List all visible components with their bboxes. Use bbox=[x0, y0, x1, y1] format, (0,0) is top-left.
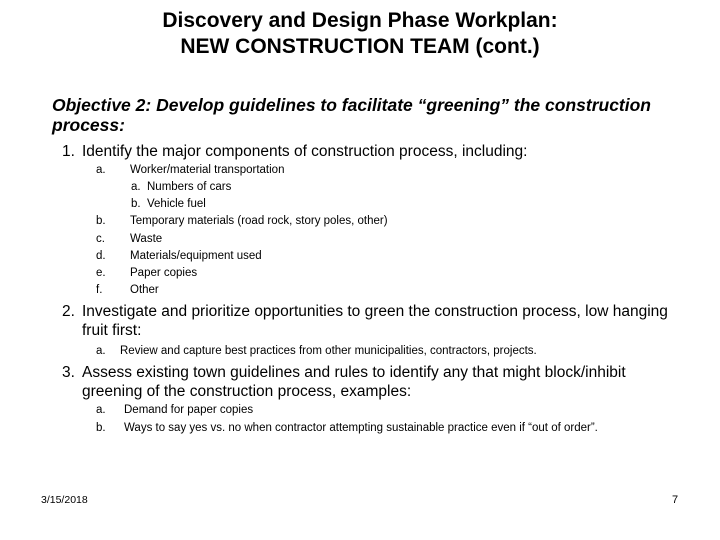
slide-title-line-1: Discovery and Design Phase Workplan: bbox=[162, 9, 558, 32]
slide-title bbox=[0, 8, 720, 60]
objective-heading: Objective 2: Develop guidelines to facilitate “greening” the construction process: bbox=[52, 95, 651, 135]
list-item-number: 2. bbox=[62, 303, 75, 320]
sub-item-text: Paper copies bbox=[130, 267, 198, 279]
sub-item-letter: a. bbox=[96, 404, 106, 416]
sub-item-text: Demand for paper copies bbox=[124, 404, 254, 416]
sub-item-letter: b. bbox=[96, 215, 106, 227]
list-item-text-line-1: Investigate and prioritize opportunities to green the construction process, low hanging bbox=[82, 303, 668, 320]
list-item-number: 3. bbox=[62, 364, 75, 381]
sub-item-text: Waste bbox=[130, 233, 163, 245]
sub-item-letter: a. bbox=[96, 345, 106, 357]
sub-sub-item-letter: b. bbox=[131, 198, 141, 210]
sub-item-text: Review and capture best practices from other municipalities, contractors, projects. bbox=[120, 345, 537, 357]
sub-item-text: Materials/equipment used bbox=[130, 250, 262, 262]
page-number: 7 bbox=[672, 494, 679, 506]
sub-item-text: Worker/material transportation bbox=[130, 164, 285, 176]
list-item-3 bbox=[62, 363, 712, 403]
sub-item-letter: e. bbox=[96, 267, 106, 279]
list-item-number: 1. bbox=[62, 143, 75, 160]
list-item-text-line-2: fruit first: bbox=[82, 322, 142, 339]
sub-item-letter: b. bbox=[96, 422, 106, 434]
list-item-text-line-2: greening of the construction process, examples: bbox=[82, 383, 412, 400]
sub-item-text: Other bbox=[130, 284, 159, 296]
sub-sub-item-text: Vehicle fuel bbox=[147, 198, 206, 210]
list-item-text-line-1: Assess existing town guidelines and rules to identify any that might block/inhibit bbox=[82, 364, 626, 381]
sub-item-letter: d. bbox=[96, 250, 106, 262]
sub-item-letter: a. bbox=[96, 164, 106, 176]
footer-date: 3/15/2018 bbox=[41, 494, 88, 506]
list-item-1 bbox=[62, 142, 702, 162]
list-item-text: Identify the major components of construction process, including: bbox=[82, 143, 528, 160]
sub-item-letter: c. bbox=[96, 233, 105, 245]
sub-sub-item-text: Numbers of cars bbox=[147, 181, 232, 193]
sub-item-text: Temporary materials (road rock, story poles, other) bbox=[130, 215, 388, 227]
sub-item-letter: f. bbox=[96, 284, 103, 296]
list-item-2 bbox=[62, 302, 712, 342]
slide-title-line-2: NEW CONSTRUCTION TEAM (cont.) bbox=[180, 35, 540, 58]
sub-item-text: Ways to say yes vs. no when contractor attempting sustainable practice even if “out of order”. bbox=[124, 422, 598, 434]
sub-sub-item-letter: a. bbox=[131, 181, 141, 193]
